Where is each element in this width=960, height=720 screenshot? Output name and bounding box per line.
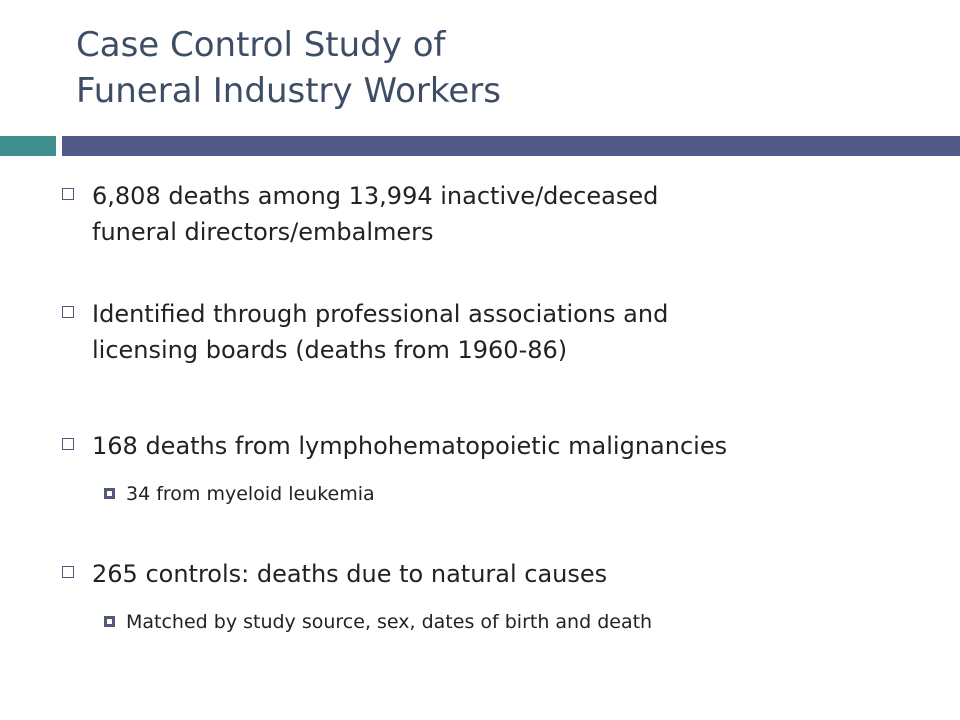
bullet-text xyxy=(92,296,932,368)
square-outline-bullet-icon xyxy=(62,566,74,578)
square-filled-bullet-icon xyxy=(104,616,115,627)
square-outline-bullet-icon xyxy=(62,306,74,318)
title-line-1: Case Control Study of xyxy=(76,25,446,65)
accent-title-bar xyxy=(62,136,960,156)
square-outline-bullet-icon xyxy=(62,438,74,450)
accent-teal-block xyxy=(0,136,56,156)
bullet-line: funeral directors/embalmers xyxy=(92,218,434,246)
sub-bullet-text: 34 from myeloid leukemia xyxy=(126,483,375,505)
slide-title xyxy=(76,22,936,114)
bullet-line: 6,808 deaths among 13,994 inactive/deceased xyxy=(92,182,659,210)
bullet-text xyxy=(92,556,932,592)
bullet-text xyxy=(92,428,932,464)
bullet-line: 265 controls: deaths due to natural causes xyxy=(92,560,608,588)
title-line-2: Funeral Industry Workers xyxy=(76,71,501,111)
square-outline-bullet-icon xyxy=(62,188,74,200)
bullet-line: Identified through professional associations and xyxy=(92,300,669,328)
bullet-text xyxy=(92,178,932,250)
square-filled-bullet-icon xyxy=(104,488,115,499)
bullet-line: licensing boards (deaths from 1960-86) xyxy=(92,336,568,364)
bullet-line: 168 deaths from lymphohematopoietic malignancies xyxy=(92,432,728,460)
sub-bullet-text: Matched by study source, sex, dates of birth and death xyxy=(126,611,653,633)
